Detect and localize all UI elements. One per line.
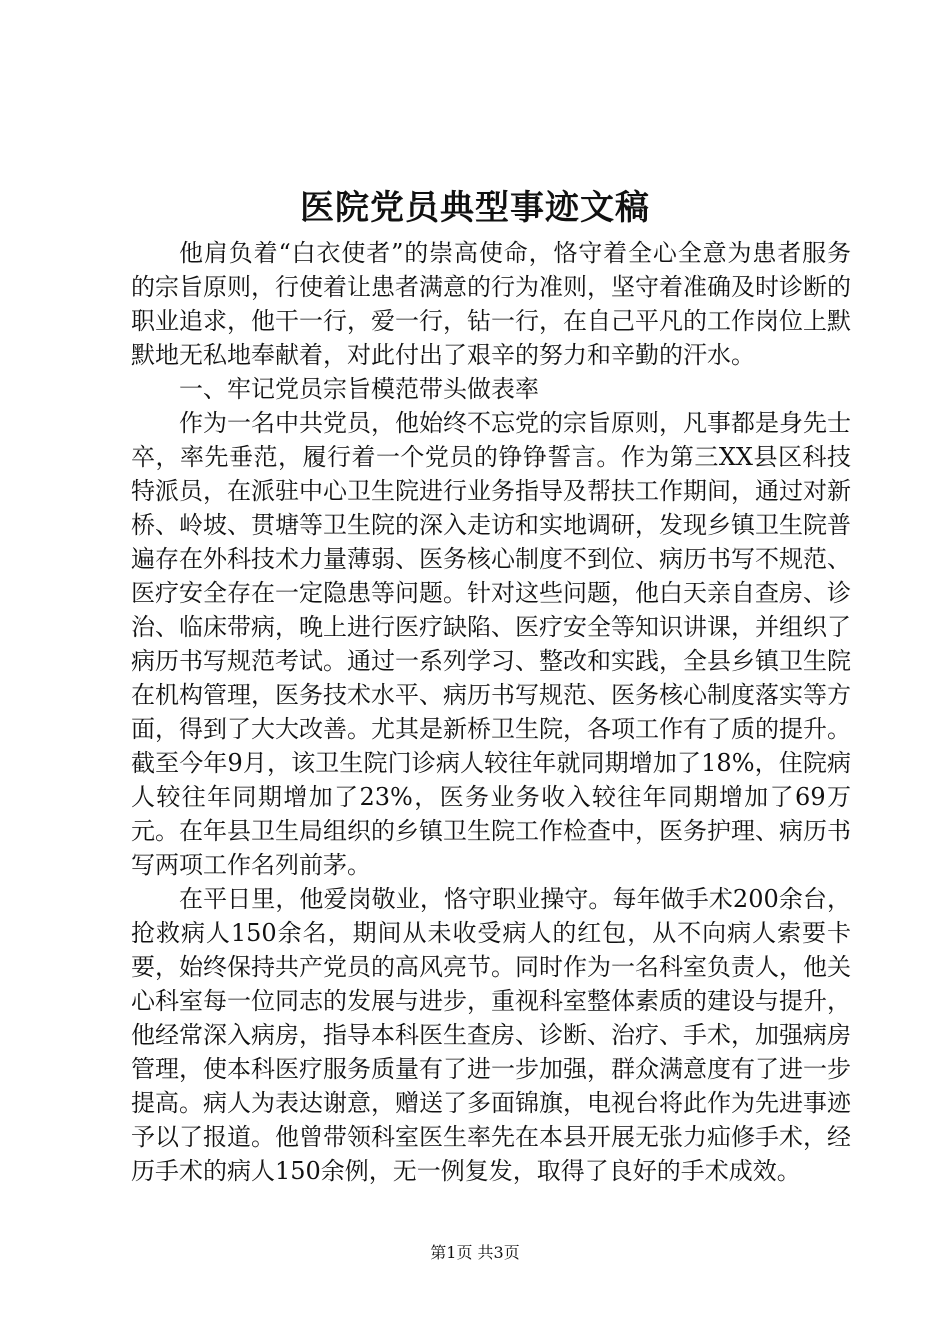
intro-paragraph: 他肩负着“白衣使者”的崇高使命，恪守着全心全意为患者服务的宗旨原则，行使着让患者满意的行为准则，坚守着准确及时诊断的职业追求，他干一行，爱一行，钻一行，在自己平凡的工作岗位上默默地无私地奉献着，对此付出了艰辛的努力和辛勤的汗水。: [131, 239, 851, 369]
body-paragraph: 作为一名中共党员，他始终不忘党的宗旨原则，凡事都是身先士卒，率先垂范，履行着一个党员的铮铮誓言。作为第三XX县区科技特派员，在派驻中心卫生院进行业务指导及帮扶工作期间，通过对新桥、岭坡、贯塘等卫生院的深入走访和实地调研，发现乡镇卫生院普遍存在外科技术力量薄弱、医务核心制度不到位、病历书写不规范、医疗安全存在一定隐患等问题。针对这些问题，他白天亲自查房、诊治、临床带病，晚上进行医疗缺陷、医疗安全等知识讲课，并组织了病历书写规范考试。通过一系列学习、整改和实践，全县乡镇卫生院在机构管理，医务技术水平、病历书写规范、医务核心制度落实等方面，得到了大大改善。尤其是新桥卫生院，各项工作有了质的提升。截至今年9月，该卫生院门诊病人较往年就同期增加了18%，住院病人较往年同期增加了23%，医务业务收入较往年同期增加了69万元。在年县卫生局组织的乡镇卫生院工作检查中，医务护理、病历书写两项工作名列前茅。: [131, 409, 851, 879]
page-number-footer: 第1页 共3页: [430, 1243, 520, 1262]
document-body: [131, 236, 851, 1188]
document-title: 医院党员典型事迹文稿: [300, 188, 650, 228]
body-paragraph: 在平日里，他爱岗敬业，恪守职业操守。每年做手术200余台，抢救病人150余名，期间从未收受病人的红包，从不向病人索要卡要，始终保持共产党员的高风亮节。同时作为一名科室负责人，他关心科室每一位同志的发展与进步，重视科室整体素质的建设与提升，他经常深入病房，指导本科医生查房、诊断、治疗、手术，加强病房管理，使本科医疗服务质量有了进一步加强，群众满意度有了进一步提高。病人为表达谢意，赠送了多面锦旗，电视台将此作为先进事迹予以了报道。他曾带领科室医生率先在本县开展无张力疝修手术，经历手术的病人150余例，无一例复发，取得了良好的手术成效。: [131, 885, 851, 1185]
section-heading: 一、牢记党员宗旨模范带头做表率: [179, 375, 539, 403]
